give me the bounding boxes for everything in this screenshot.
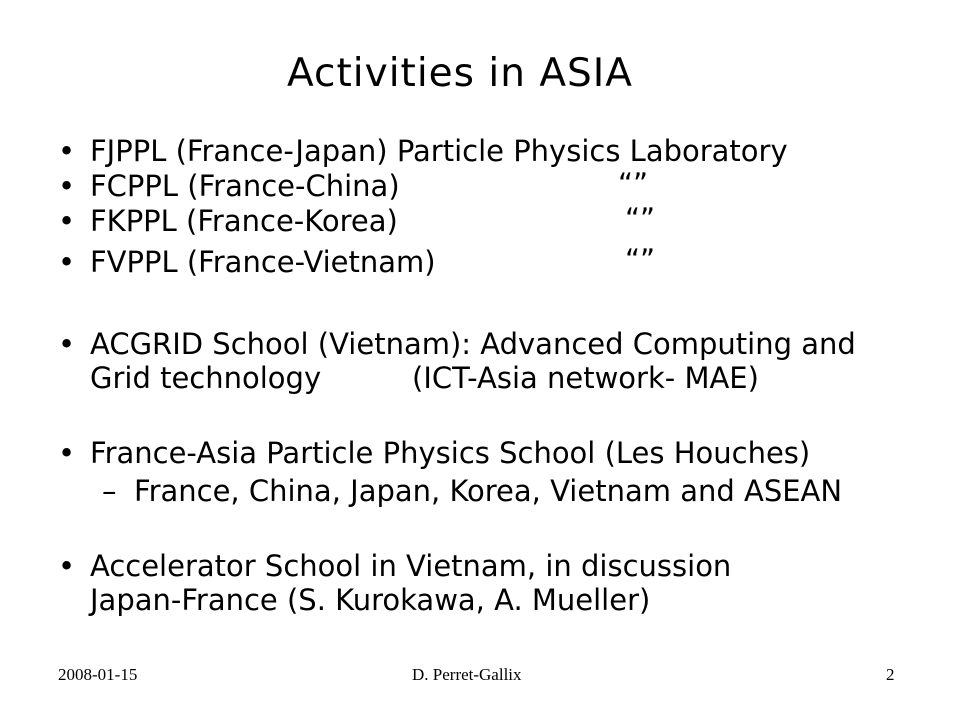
sub-bullet-dash: –: [102, 474, 117, 508]
bullet-text-line2: Japan-France (S. Kurokawa, A. Mueller): [90, 583, 651, 617]
bullet-text: France-Asia Particle Physics School (Les Houches): [90, 436, 811, 470]
bullet-dot: •: [58, 549, 76, 583]
bullet-text: FKPPL (France-Korea): [90, 204, 398, 238]
bullet-dot: •: [58, 169, 76, 203]
bullet-text-line1: Accelerator School in Vietnam, in discussion: [90, 549, 732, 583]
bullet-dot: •: [58, 327, 76, 361]
slide-title: Activities in ASIA: [287, 51, 633, 96]
bullet-text-line2b: (ICT-Asia network- MAE): [412, 361, 759, 395]
bullet-text-line1: ACGRID School (Vietnam): Advanced Computing and: [90, 327, 856, 361]
ditto-mark: “”: [625, 243, 656, 277]
bullet-dot: •: [58, 245, 76, 279]
ditto-mark: “”: [625, 202, 656, 236]
bullet-text: FJPPL (France-Japan) Particle Physics Laboratory: [90, 134, 788, 168]
ditto-mark: “”: [618, 167, 649, 201]
bullet-dot: •: [58, 204, 76, 238]
bullet-text: FVPPL (France-Vietnam): [90, 245, 436, 279]
bullet-text: FCPPL (France-China): [90, 169, 400, 203]
sub-bullet-text: France, China, Japan, Korea, Vietnam and ASEAN: [134, 474, 843, 508]
bullet-dot: •: [58, 134, 76, 168]
footer-page-number: 2: [886, 665, 895, 684]
footer-date: 2008-01-15: [58, 665, 138, 684]
footer-author: D. Perret-Gallix: [412, 665, 522, 684]
bullet-dot: •: [58, 436, 76, 470]
bullet-text-line2a: Grid technology: [90, 361, 322, 395]
